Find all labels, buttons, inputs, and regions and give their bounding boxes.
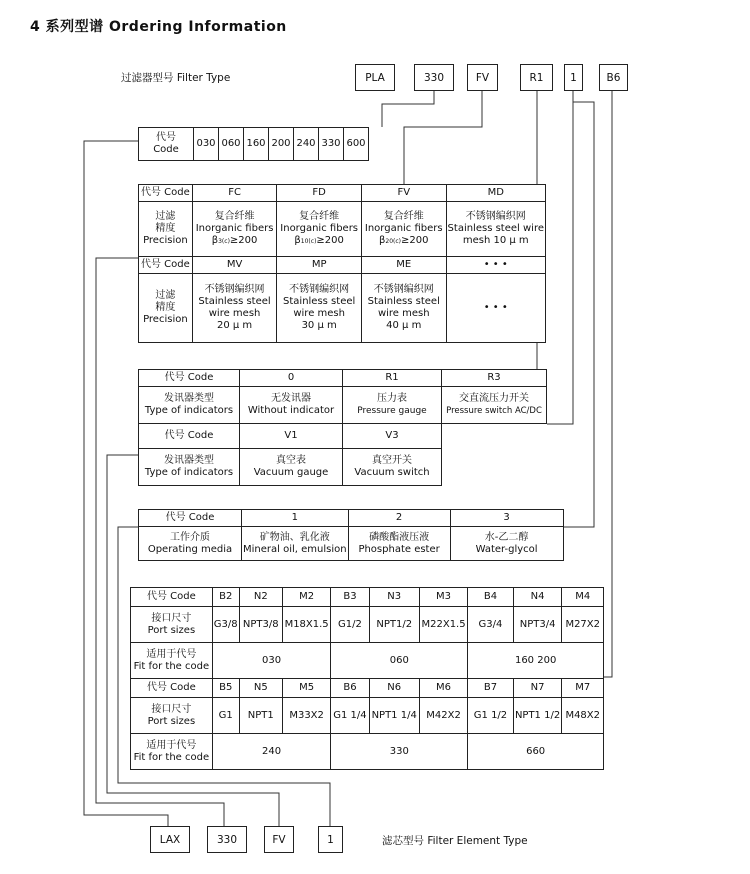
connector-fv bbox=[404, 91, 482, 184]
beta-subscript: 10(c) bbox=[300, 237, 317, 245]
media-code: 3 bbox=[450, 510, 563, 527]
code-header-cn: 代号 bbox=[156, 132, 176, 143]
fit-value: 030 bbox=[212, 643, 331, 679]
port-code: N4 bbox=[513, 588, 562, 607]
desc-size: 20 μ m bbox=[216, 320, 253, 331]
port-code: B3 bbox=[331, 588, 369, 607]
connector-b6 bbox=[603, 91, 612, 677]
desc-cn: 交直流压力开关 bbox=[459, 393, 529, 404]
label-cn: 适用于代号 bbox=[146, 648, 197, 660]
media-table bbox=[138, 509, 564, 561]
indicator-desc bbox=[343, 387, 442, 424]
label-cn: 接口尺寸 bbox=[151, 703, 192, 715]
label-en: Fit for the code bbox=[133, 660, 210, 672]
label-cn: 工作介质 bbox=[170, 531, 210, 543]
media-label bbox=[139, 527, 242, 561]
indicator-code: R1 bbox=[343, 370, 442, 387]
desc-beta bbox=[363, 235, 445, 248]
desc-en: Stainless steel bbox=[283, 296, 356, 307]
port-code-label: 代号 Code bbox=[131, 679, 213, 698]
code-header-en: Code bbox=[153, 144, 179, 155]
code-cell: 200 bbox=[269, 128, 294, 161]
port-code: M2 bbox=[282, 588, 330, 607]
port-size: M48X2 bbox=[562, 698, 604, 734]
port-size: M33X2 bbox=[282, 698, 330, 734]
label-cn: 发讯器类型 bbox=[164, 393, 214, 404]
port-size-label bbox=[131, 607, 213, 643]
filter-type-box-r1: R1 bbox=[520, 64, 553, 91]
port-size: NPT3/8 bbox=[239, 607, 282, 643]
desc-cn: 矿物油、乳化液 bbox=[259, 531, 330, 543]
fit-label bbox=[131, 734, 213, 770]
connector-1 bbox=[560, 91, 594, 527]
precision-desc bbox=[192, 274, 277, 343]
desc-en: Stainless steel bbox=[367, 296, 440, 307]
indicator-type-label bbox=[139, 449, 240, 486]
desc-en: Pressure switch AC/DC bbox=[446, 406, 542, 416]
desc-en: Phosphate ester bbox=[358, 543, 440, 555]
precision-code: FC bbox=[192, 185, 277, 202]
precision-label-line: 过滤 bbox=[155, 290, 176, 301]
desc-beta bbox=[278, 235, 360, 248]
port-code: N5 bbox=[239, 679, 282, 698]
desc-cn: 水-乙二醇 bbox=[484, 531, 529, 543]
desc-en: Vacuum switch bbox=[354, 467, 430, 478]
element-type-label: 滤芯型号 Filter Element Type bbox=[382, 835, 528, 847]
desc-en: wire mesh bbox=[377, 308, 430, 319]
code-cell: 160 bbox=[244, 128, 269, 161]
port-code: N7 bbox=[513, 679, 562, 698]
precision-desc bbox=[277, 274, 362, 343]
port-table bbox=[130, 587, 604, 770]
precision-code: ME bbox=[361, 257, 446, 274]
precision-label-line: Precision bbox=[143, 314, 188, 325]
desc-cn: 无发讯器 bbox=[271, 393, 311, 404]
indicator-code-label: 代号 Code bbox=[139, 370, 240, 387]
fit-value: 060 bbox=[331, 643, 468, 679]
code-cell: 330 bbox=[319, 128, 344, 161]
media-code: 1 bbox=[242, 510, 349, 527]
media-desc bbox=[348, 527, 450, 561]
indicator-desc bbox=[240, 387, 343, 424]
desc-en: Inorganic fibers bbox=[280, 222, 359, 234]
desc-en: Inorganic fibers bbox=[364, 222, 443, 234]
label-en: Port sizes bbox=[147, 715, 196, 727]
port-code: M5 bbox=[282, 679, 330, 698]
port-code: B6 bbox=[331, 679, 369, 698]
port-size: G3/8 bbox=[212, 607, 239, 643]
code-table bbox=[138, 127, 369, 161]
precision-desc bbox=[361, 274, 446, 343]
precision-label bbox=[139, 274, 193, 343]
port-code: M3 bbox=[419, 588, 467, 607]
port-size: M22X1.5 bbox=[419, 607, 467, 643]
code-cell: 600 bbox=[344, 128, 369, 161]
media-desc bbox=[242, 527, 349, 561]
code-cell: 060 bbox=[219, 128, 244, 161]
indicator-code: V3 bbox=[343, 424, 442, 449]
desc-size: 30 μ m bbox=[301, 320, 337, 331]
fit-value: 240 bbox=[212, 734, 331, 770]
precision-code-label: 代号 Code bbox=[139, 257, 193, 274]
desc-cn: 真空开关 bbox=[372, 455, 412, 466]
precision-label-line: Precision bbox=[143, 235, 188, 246]
indicator-table bbox=[138, 369, 547, 486]
element-type-box-lax: LAX bbox=[150, 826, 190, 853]
desc-cn: 不锈钢编织网 bbox=[465, 211, 526, 222]
fit-value: 330 bbox=[331, 734, 468, 770]
precision-label bbox=[139, 202, 193, 257]
port-size: M18X1.5 bbox=[282, 607, 330, 643]
beta-ratio: ≥200 bbox=[316, 234, 344, 246]
label-en: Operating media bbox=[147, 543, 233, 555]
beta-symbol: β bbox=[211, 234, 219, 246]
desc-en: Stainless steel bbox=[198, 296, 271, 307]
indicator-code: V1 bbox=[240, 424, 343, 449]
page-title: 4 系列型谱 Ordering Information bbox=[30, 19, 287, 35]
precision-label-line: 精度 bbox=[155, 302, 176, 313]
media-code: 2 bbox=[348, 510, 450, 527]
beta-symbol: β bbox=[379, 234, 386, 246]
filter-type-box-fv: FV bbox=[467, 64, 498, 91]
port-size: G1/2 bbox=[331, 607, 369, 643]
precision-desc: • • • bbox=[446, 274, 545, 343]
precision-desc bbox=[192, 202, 277, 257]
code-cell: 030 bbox=[194, 128, 219, 161]
element-type-box-fv: FV bbox=[264, 826, 294, 853]
beta-symbol: β bbox=[294, 234, 301, 246]
desc-cn: 真空表 bbox=[276, 455, 306, 466]
port-code: N6 bbox=[369, 679, 419, 698]
beta-ratio: ≥200 bbox=[401, 234, 429, 246]
desc-cn: 不锈钢编织网 bbox=[204, 284, 265, 295]
precision-desc bbox=[446, 202, 545, 257]
port-code: B2 bbox=[212, 588, 239, 607]
desc-en: Vacuum gauge bbox=[253, 467, 329, 478]
port-code: M4 bbox=[562, 588, 604, 607]
label-en: Type of indicators bbox=[144, 405, 234, 416]
precision-code: MV bbox=[192, 257, 277, 274]
desc-extra: mesh 10 μ m bbox=[462, 235, 529, 246]
desc-cn: 复合纤维 bbox=[299, 210, 340, 222]
port-size: NPT1 1/2 bbox=[513, 698, 562, 734]
precision-code: FD bbox=[277, 185, 362, 202]
beta-ratio: ≥200 bbox=[229, 234, 258, 246]
precision-code: MP bbox=[277, 257, 362, 274]
label-cn: 发讯器类型 bbox=[164, 455, 214, 466]
desc-cn: 复合纤维 bbox=[383, 210, 424, 222]
desc-cn: 磷酸酯液压液 bbox=[369, 531, 430, 543]
port-code: M6 bbox=[419, 679, 467, 698]
element-type-box-330: 330 bbox=[207, 826, 247, 853]
filter-type-box-b6: B6 bbox=[599, 64, 628, 91]
media-code-label: 代号 Code bbox=[139, 510, 242, 527]
port-code: N2 bbox=[239, 588, 282, 607]
label-cn: 适用于代号 bbox=[146, 739, 197, 751]
desc-cn: 复合纤维 bbox=[214, 210, 255, 222]
desc-en: Without indicator bbox=[247, 405, 335, 416]
port-size: G1 1/2 bbox=[468, 698, 513, 734]
indicator-code: R3 bbox=[442, 370, 547, 387]
port-code: N3 bbox=[369, 588, 419, 607]
port-size: G1 bbox=[212, 698, 239, 734]
desc-cn: 压力表 bbox=[377, 393, 407, 404]
label-en: Fit for the code bbox=[133, 751, 210, 763]
port-code-label: 代号 Code bbox=[131, 588, 213, 607]
precision-label-line: 精度 bbox=[155, 223, 176, 234]
label-en: Type of indicators bbox=[144, 467, 234, 478]
filter-type-label: 过滤器型号 Filter Type bbox=[121, 72, 231, 84]
desc-en: Mineral oil, emulsion bbox=[243, 543, 347, 555]
port-size: G3/4 bbox=[468, 607, 513, 643]
media-desc bbox=[450, 527, 563, 561]
desc-cn: 不锈钢编织网 bbox=[289, 284, 350, 295]
precision-label-line: 过滤 bbox=[155, 211, 176, 222]
port-size: G1 1/4 bbox=[331, 698, 369, 734]
filter-type-box-330: 330 bbox=[414, 64, 454, 91]
empty-cell bbox=[442, 424, 547, 449]
indicator-desc bbox=[442, 387, 547, 424]
filter-type-box-1: 1 bbox=[564, 64, 583, 91]
port-size-label bbox=[131, 698, 213, 734]
port-size: NPT1/2 bbox=[369, 607, 419, 643]
desc-size: 40 μ m bbox=[386, 320, 422, 331]
fit-label bbox=[131, 643, 213, 679]
port-size: NPT1 1/4 bbox=[369, 698, 419, 734]
fit-value: 660 bbox=[468, 734, 604, 770]
desc-en: Inorganic fibers bbox=[195, 222, 274, 234]
indicator-desc bbox=[240, 449, 343, 486]
precision-code: • • • bbox=[446, 257, 545, 274]
desc-en: wire mesh bbox=[293, 308, 345, 319]
desc-beta bbox=[194, 235, 276, 248]
desc-cn: 不锈钢编织网 bbox=[373, 284, 434, 295]
code-table-header bbox=[139, 128, 194, 161]
precision-desc bbox=[277, 202, 362, 257]
port-size: NPT1 bbox=[239, 698, 282, 734]
precision-table bbox=[138, 184, 546, 343]
desc-en: wire mesh bbox=[208, 308, 261, 319]
label-cn: 接口尺寸 bbox=[151, 612, 192, 624]
connector-indicator bbox=[544, 102, 573, 424]
port-size: M42X2 bbox=[419, 698, 467, 734]
label-en: Port sizes bbox=[147, 624, 196, 636]
element-type-box-1: 1 bbox=[318, 826, 343, 853]
connector-330 bbox=[382, 91, 434, 127]
filter-type-box-pla: PLA bbox=[355, 64, 395, 91]
precision-code: FV bbox=[361, 185, 446, 202]
desc-en: Pressure gauge bbox=[357, 406, 427, 416]
desc-en: Stainless steel wire bbox=[447, 223, 544, 234]
port-size: NPT3/4 bbox=[513, 607, 562, 643]
beta-subscript: 3(c) bbox=[218, 237, 230, 245]
beta-subscript: 20(c) bbox=[385, 237, 402, 245]
desc-en: Water-glycol bbox=[475, 543, 538, 555]
empty-cell bbox=[442, 449, 547, 486]
precision-code-label: 代号 Code bbox=[139, 185, 193, 202]
port-code: B5 bbox=[212, 679, 239, 698]
port-code: B4 bbox=[468, 588, 513, 607]
indicator-code-label: 代号 Code bbox=[139, 424, 240, 449]
port-code: B7 bbox=[468, 679, 513, 698]
port-code: M7 bbox=[562, 679, 604, 698]
fit-value: 160 200 bbox=[468, 643, 604, 679]
indicator-code: 0 bbox=[240, 370, 343, 387]
indicator-desc bbox=[343, 449, 442, 486]
port-size: M27X2 bbox=[562, 607, 604, 643]
code-cell: 240 bbox=[294, 128, 319, 161]
indicator-type-label bbox=[139, 387, 240, 424]
precision-code: MD bbox=[446, 185, 545, 202]
precision-desc bbox=[361, 202, 446, 257]
